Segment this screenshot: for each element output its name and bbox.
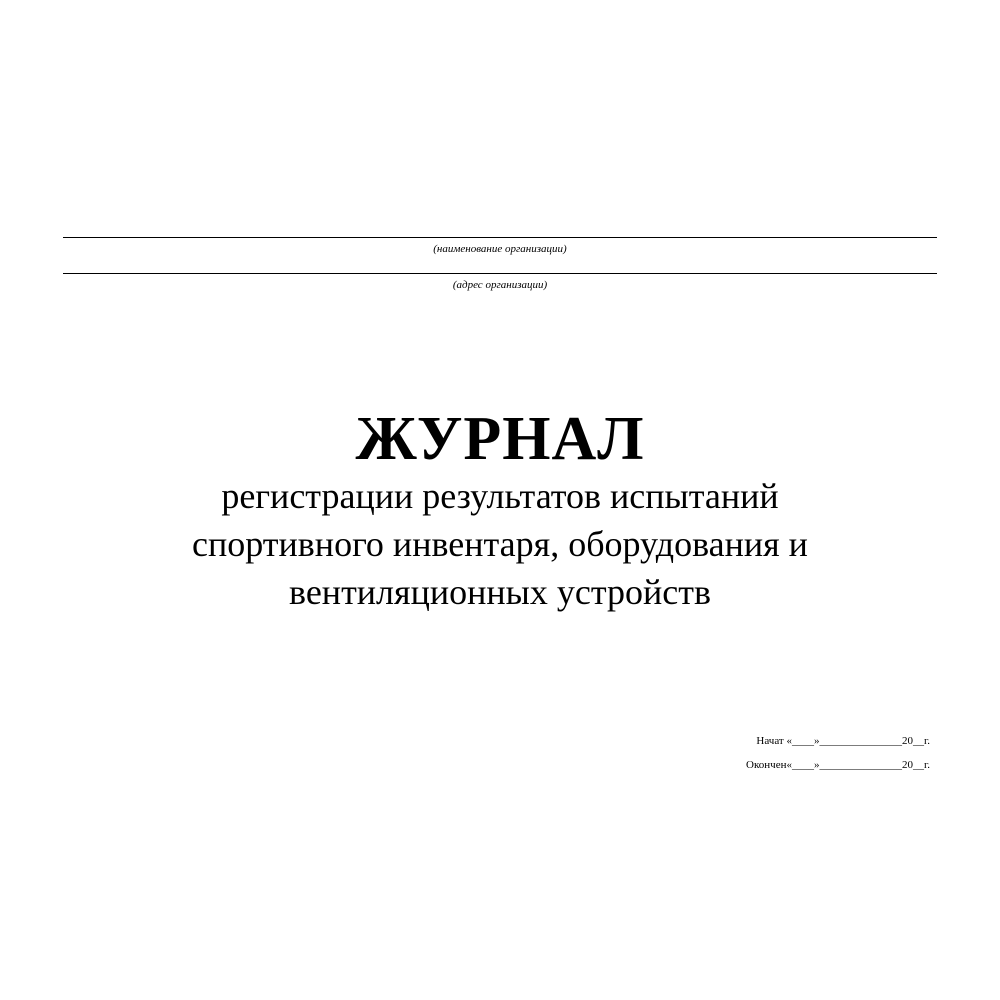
- subtitle-line: вентиляционных устройств: [289, 572, 711, 612]
- org-name-line: [63, 237, 937, 238]
- date-block: [640, 729, 930, 777]
- org-address-caption: (адрес организации): [452, 279, 548, 291]
- journal-title: ЖУРНАЛ: [355, 405, 645, 473]
- org-address-line: [63, 273, 937, 274]
- subtitle-line: спортивного инвентаря, оборудования и: [192, 524, 808, 564]
- org-name-caption: (наименование организации): [433, 243, 567, 255]
- journal-subtitle: [0, 472, 1000, 616]
- finished-date: Окончен«____»_______________20__г.: [746, 759, 930, 771]
- subtitle-line: регистрации результатов испытаний: [221, 476, 779, 516]
- started-date: Начат «____»_______________20__г.: [756, 735, 930, 747]
